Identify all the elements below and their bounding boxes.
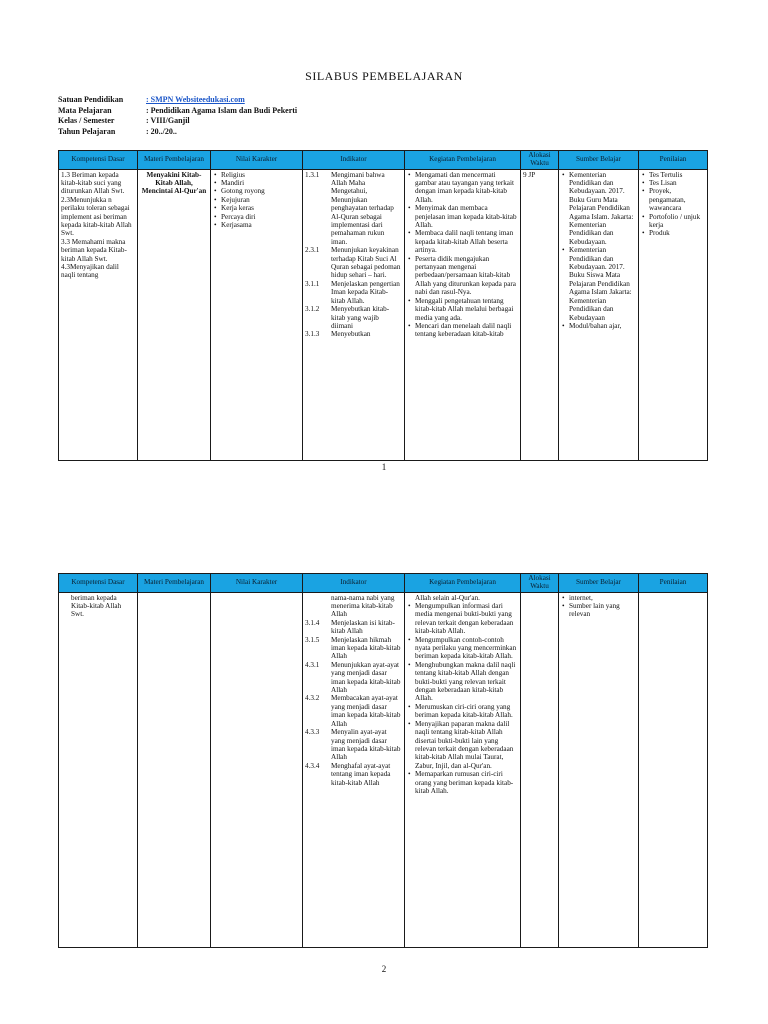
indikator-text: Menunjukan keyakinan terhadap Kitab Suci Al Quran sebagai pedoman hidup sehari – hari. [331, 246, 401, 280]
indikator-item [305, 171, 402, 247]
column-header: Indikator [303, 574, 405, 593]
indikator-text: Menjelaskan isi kitab-kitab Allah [331, 618, 395, 636]
column-header: Kompetensi Dasar [59, 151, 138, 170]
bullet-item: • Mengumpulkan informasi dari media mengenai bukti-bukti yang relevan terkait dengan keberadaan kitab-kitab Allah. [407, 602, 518, 636]
bullet-item: • Menyajikan paparan makna dalil naqli tentang kitab-kitab Allah disertai bukti-bukti lain yang relevan terkait dengan keberadaan kitab-kitab Allah mulai Taurat, Zabur, Injil, dan al-Qur'an. [407, 720, 518, 770]
indikator-text: Menyebutkan kitab-kitab yang wajib diimani [331, 305, 390, 330]
bullet-item: • Produk [641, 229, 705, 237]
indikator-item [305, 246, 402, 280]
materi-cell: Menyakini Kitab-Kitab Allah, Mencintai Al-Qur'an [138, 169, 211, 460]
indikator-text: Menjelaskan hikmah iman kepada kitab-kitab Allah [331, 635, 401, 661]
bullet-item: • Proyek, pengamatan, wawancara [641, 187, 705, 212]
meta-value: : 20../20.. [146, 126, 177, 136]
bullet-item: • Kementerian Pendidikan dan Kebudayaan. 2017. Buku Siswa Mata Pelajaran Pendidikan Agama Islam Jakarta: Kementerian Pendidikan dan Kebudayaan [561, 246, 636, 322]
column-header: Nilai Karakter [211, 574, 303, 593]
bullet-item: • Religius [213, 171, 300, 179]
column-header: Materi Pembelajaran [138, 151, 211, 170]
table-header-row [59, 574, 708, 593]
column-header: Penilaian [639, 574, 708, 593]
bullet-item: • Menghubungkan makna dalil naqli tentang kitab-kitab Allah dengan bukti-bukti yang relevan terkait dengan keberadaan kitab-kitab Allah. [407, 661, 518, 703]
bullet-item: • Mengumpulkan contoh-contoh nyata perilaku yang mencerminkan beriman kepada kitab-kitab Allah. [407, 636, 518, 661]
indikator-text: Menghafal ayat-ayat tentang iman kepada kitab-kitab Allah [331, 761, 391, 787]
meta-row [58, 116, 297, 127]
bullet-item: • Sumber lain yang relevan [561, 602, 636, 619]
kegiatan-cell [405, 169, 521, 460]
indikator-cell [303, 592, 405, 947]
nilai-cell [211, 592, 303, 947]
indikator-text: Menyebutkan [331, 330, 371, 339]
meta-key: Mata Pelajaran [58, 105, 112, 115]
bullet-item: • Mencari dan menelaah dalil naqli tentang keberadaan kitab-kitab [407, 322, 518, 339]
kd-item: 3.3 Memahami makna beriman kepada Kitab-kitab Allah Swt. [61, 237, 127, 263]
indikator-number: 4.3.2 [305, 694, 320, 703]
meta-value: : SMPN Websiteedukasi.com [146, 95, 245, 104]
table-row [59, 592, 708, 947]
indikator-item [305, 762, 402, 787]
meta-value: : VIII/Ganjil [146, 116, 190, 125]
column-header: Alokasi Waktu [521, 574, 559, 593]
page-number: 1 [381, 462, 387, 472]
meta-row [58, 95, 297, 106]
bullet-item: • Tes Lisan [641, 179, 705, 187]
document-meta [58, 95, 297, 137]
bullet-item: • Kerja keras [213, 204, 300, 212]
bullet-item: • Memaparkan rumusan ciri-ciri orang yang beriman kepada kitab-kitab Allah. [407, 770, 518, 795]
indikator-text: Mengimani bahwa Allah Maha Mengetahui, Menunjukan penghayatan terhadap Al-Quran sebagai implementasi dari pemahaman rukun iman. [331, 170, 394, 246]
indikator-number: 1.3.1 [305, 170, 320, 179]
table-header-row [59, 151, 708, 170]
indikator-number: 3.1.5 [305, 635, 320, 644]
indikator-number: 4.3.4 [305, 761, 320, 770]
alokasi-cell [521, 592, 559, 947]
column-header: Sumber Belajar [559, 151, 639, 170]
bullet-item: • Gotong royong [213, 187, 300, 195]
meta-row [58, 106, 297, 117]
indikator-number: 3.1.3 [305, 330, 320, 339]
page-number: 2 [381, 964, 387, 974]
indikator-item [305, 305, 402, 330]
bullet-item: • Menggali pengetahuan tentang kitab-kitab Allah melalui berbagai media yang ada. [407, 297, 518, 322]
penilaian-cell [639, 169, 708, 460]
bullet-item: • Merumuskan ciri-ciri orang yang beriman kepada kitab-kitab Allah. [407, 703, 518, 720]
bullet-item: • Membaca dalil naqli tentang iman kepada kitab-kitab Allah beserta artinya. [407, 229, 518, 254]
bullet-item: • Mengamati dan mencermati gambar atau tayangan yang terkait dengan iman kepada kitab-kitab Allah. [407, 171, 518, 205]
indikator-cell [303, 169, 405, 460]
bullet-item: • Menyimak dan membaca penjelasan iman kepada kitab-kitab Allah. [407, 204, 518, 229]
materi-cell [138, 592, 211, 947]
indikator-text: Menunjukkan ayat-ayat yang menjadi dasar iman kepada kitab-kitab Allah [331, 660, 401, 695]
kegiatan-lead: Allah selain al-Qur'an. [415, 593, 480, 602]
bullet-item: • Portofolio / unjuk kerja [641, 213, 705, 230]
indikator-number: 2.3.1 [305, 246, 320, 255]
kd-cell [59, 169, 138, 460]
indikator-item [305, 330, 402, 338]
column-header: Indikator [303, 151, 405, 170]
indikator-text: Menyalin ayat-ayat yang menjadi dasar iman kepada kitab-kitab Allah [331, 728, 401, 762]
bullet-item: • Tes Tertulis [641, 171, 705, 179]
document-title: SILABUS PEMBELAJARAN [305, 69, 463, 83]
meta-key: Satuan Pendidikan [58, 95, 124, 104]
bullet-item: • Kejujuran [213, 196, 300, 204]
alokasi-cell: 9 JP [521, 169, 559, 460]
bullet-item: • internet, [561, 594, 636, 602]
syllabus-table-page-2 [58, 573, 708, 948]
indikator-item [305, 694, 402, 728]
meta-key: Kelas / Semester [58, 116, 115, 125]
column-header: Kegiatan Pembelajaran [405, 574, 521, 593]
meta-value: : Pendidikan Agama Islam dan Budi Pekerti [146, 105, 298, 115]
column-header: Penilaian [639, 151, 708, 170]
column-header: Nilai Karakter [211, 151, 303, 170]
nilai-cell [211, 169, 303, 460]
kd-item: 1.3 Beriman kepada kitab-kitab suci yang diturunkan Allah Swt. [61, 170, 125, 196]
bullet-item: • Kerjasama [213, 221, 300, 229]
indikator-item [305, 661, 402, 695]
kd-item: 4.3Menyajikan dalil naqli tentang [61, 263, 119, 280]
syllabus-table-page-1 [58, 150, 708, 461]
indikator-number: 4.3.1 [305, 660, 320, 669]
column-header: Kompetensi Dasar [59, 574, 138, 593]
sumber-cell [559, 592, 639, 947]
column-header: Sumber Belajar [559, 574, 639, 593]
kd-item: 2.3Menunjukka n perilaku toleran sebagai implement asi beriman kepada kitab-kitab Allah Swt. [61, 195, 132, 238]
meta-row [58, 127, 297, 138]
indikator-number: 3.1.1 [305, 279, 320, 288]
sumber-cell [559, 169, 639, 460]
bullet-item: • Peserta didik mengajukan pertanyaan mengenai perbedaan/persamaan kitab-kitab Allah yang diturunkan kepada para nabi dan rasul-Nya. [407, 255, 518, 297]
kegiatan-cell [405, 592, 521, 947]
bullet-item: • Mandiri [213, 179, 300, 187]
indikator-lead: nama-nama nabi yang menerima kitab-kitab Allah [331, 593, 395, 619]
indikator-text: Menjelaskan pengertian Iman kepada Kitab-kitab Allah. [331, 279, 400, 305]
column-header: Alokasi Waktu [521, 151, 559, 170]
table-row [59, 169, 708, 460]
indikator-number: 3.1.2 [305, 305, 320, 314]
meta-key: Tahun Pelajaran [58, 126, 116, 136]
column-header: Materi Pembelajaran [138, 574, 211, 593]
indikator-item [305, 619, 402, 636]
column-header: Kegiatan Pembelajaran [405, 151, 521, 170]
kd-cell: beriman kepada Kitab-kitab Allah Swt. [59, 592, 138, 947]
bullet-item: • Kementerian Pendidikan dan Kebudayaan. 2017. Buku Guru Mata Pelajaran Pendidikan Agama Islam. Jakarta: Kementerian Pendidikan dan Kebudayaan. [561, 171, 636, 247]
indikator-item [305, 728, 402, 762]
indikator-number: 3.1.4 [305, 618, 320, 627]
bullet-item: • Modul/bahan ajar, [561, 322, 636, 330]
penilaian-cell [639, 592, 708, 947]
indikator-number: 4.3.3 [305, 728, 320, 737]
indikator-item [305, 636, 402, 661]
indikator-item [305, 280, 402, 305]
indikator-text: Membacakan ayat-ayat yang menjadi dasar iman kepada kitab-kitab Allah [331, 694, 401, 728]
bullet-item: • Percaya diri [213, 213, 300, 221]
